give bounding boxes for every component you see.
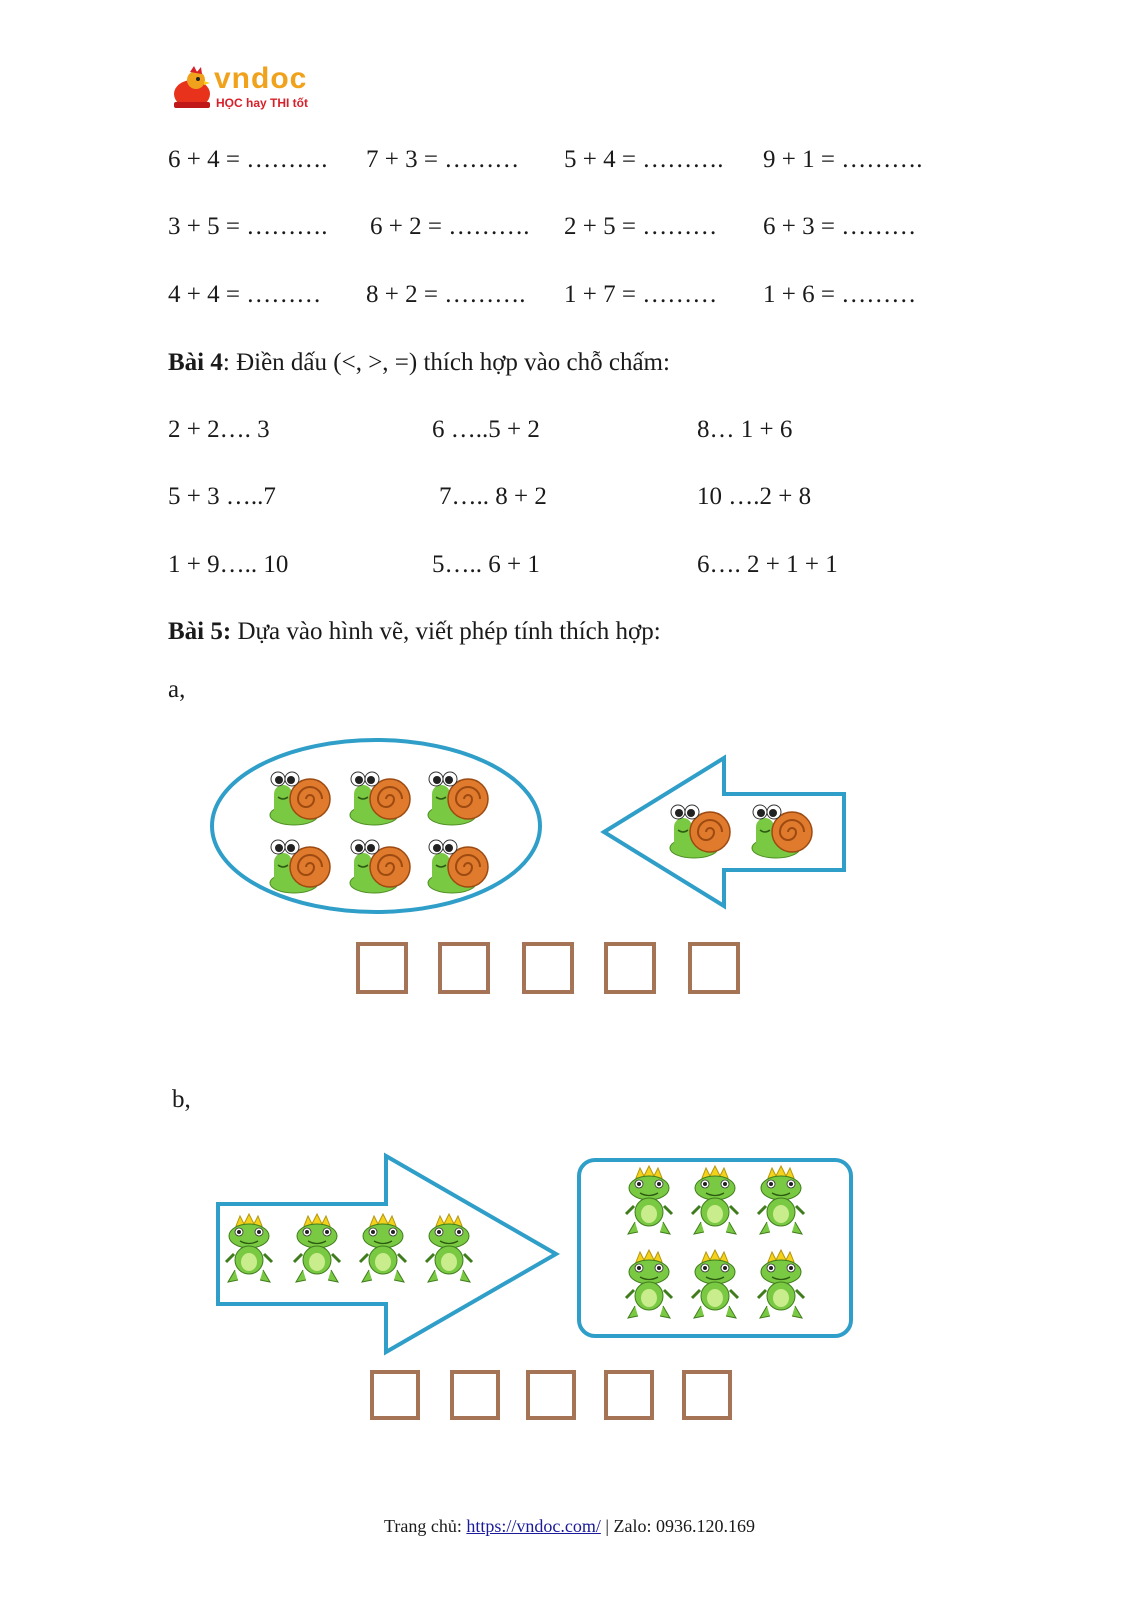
math-expression: 2 + 5 = ……… bbox=[564, 213, 718, 240]
snail-icon bbox=[426, 765, 492, 827]
exercise-5-label: Bài 5: bbox=[168, 618, 232, 645]
comparison-item: 1 + 9….. 10 bbox=[168, 551, 289, 578]
math-expression: 6 + 3 = ……… bbox=[763, 213, 917, 240]
frog-prince-icon bbox=[624, 1166, 674, 1238]
snail-icon bbox=[750, 798, 816, 860]
answer-box[interactable] bbox=[522, 942, 574, 994]
page-footer bbox=[0, 1516, 1139, 1537]
math-expression: 9 + 1 = ………. bbox=[763, 146, 923, 173]
math-expression: 6 + 4 = ………. bbox=[168, 146, 328, 173]
snail-icon bbox=[268, 765, 334, 827]
answer-box[interactable] bbox=[682, 1370, 732, 1420]
logo-wordmark: vndoc bbox=[214, 62, 308, 95]
comparison-item: 8… 1 + 6 bbox=[697, 416, 793, 443]
answer-box[interactable] bbox=[604, 942, 656, 994]
answer-box[interactable] bbox=[438, 942, 490, 994]
answer-box[interactable] bbox=[526, 1370, 576, 1420]
answer-box[interactable] bbox=[604, 1370, 654, 1420]
snail-icon bbox=[348, 833, 414, 895]
comparison-item: 6 …..5 + 2 bbox=[432, 416, 540, 443]
frog-prince-icon bbox=[292, 1214, 342, 1286]
snail-icon bbox=[268, 833, 334, 895]
comparison-item: 5 + 3 …..7 bbox=[168, 483, 276, 510]
answer-box[interactable] bbox=[370, 1370, 420, 1420]
frog-prince-icon bbox=[690, 1250, 740, 1322]
exercise-4-instruction: : Điền dấu (<, >, =) thích hợp vào chỗ chấm: bbox=[222, 349, 670, 376]
logo-tagline: HỌC hay THI tốt bbox=[216, 96, 308, 110]
exercise-4-heading bbox=[168, 349, 670, 377]
footer-prefix: Trang chủ: bbox=[384, 1516, 467, 1536]
snail-icon bbox=[426, 833, 492, 895]
math-expression: 7 + 3 = ……… bbox=[366, 146, 520, 173]
frog-prince-icon bbox=[358, 1214, 408, 1286]
exercise-5-instruction: Dựa vào hình vẽ, viết phép tính thích hợp: bbox=[231, 618, 661, 645]
comparison-item: 5….. 6 + 1 bbox=[432, 551, 540, 578]
comparison-item: 2 + 2…. 3 bbox=[168, 416, 270, 443]
frog-prince-icon bbox=[690, 1166, 740, 1238]
comparison-item: 10 ….2 + 8 bbox=[697, 483, 812, 510]
math-expression: 1 + 7 = ……… bbox=[564, 281, 718, 308]
snail-icon bbox=[348, 765, 414, 827]
homepage-link[interactable]: https://vndoc.com/ bbox=[466, 1516, 601, 1536]
math-expression: 3 + 5 = ………. bbox=[168, 213, 328, 240]
exercise-5-heading bbox=[168, 618, 661, 646]
math-expression: 1 + 6 = ……… bbox=[763, 281, 917, 308]
rooster-mascot-icon bbox=[170, 64, 214, 112]
math-expression: 4 + 4 = ……… bbox=[168, 281, 322, 308]
answer-box[interactable] bbox=[356, 942, 408, 994]
frog-prince-icon bbox=[756, 1250, 806, 1322]
math-expression: 6 + 2 = ………. bbox=[370, 213, 530, 240]
part-b-label: b, bbox=[172, 1086, 191, 1113]
frog-prince-icon bbox=[424, 1214, 474, 1286]
math-expression: 8 + 2 = ………. bbox=[366, 281, 526, 308]
answer-box[interactable] bbox=[450, 1370, 500, 1420]
answer-box[interactable] bbox=[688, 942, 740, 994]
part-a-label: a, bbox=[168, 676, 186, 703]
snail-icon bbox=[668, 798, 734, 860]
exercise-4-label: Bài 4 bbox=[168, 349, 223, 376]
math-expression: 5 + 4 = ………. bbox=[564, 146, 724, 173]
comparison-item: 7….. 8 + 2 bbox=[439, 483, 547, 510]
footer-suffix: | Zalo: 0936.120.169 bbox=[600, 1516, 755, 1536]
vndoc-logo bbox=[170, 62, 320, 118]
comparison-item: 6…. 2 + 1 + 1 bbox=[697, 551, 838, 578]
frog-prince-icon bbox=[756, 1166, 806, 1238]
frog-prince-icon bbox=[224, 1214, 274, 1286]
frog-prince-icon bbox=[624, 1250, 674, 1322]
